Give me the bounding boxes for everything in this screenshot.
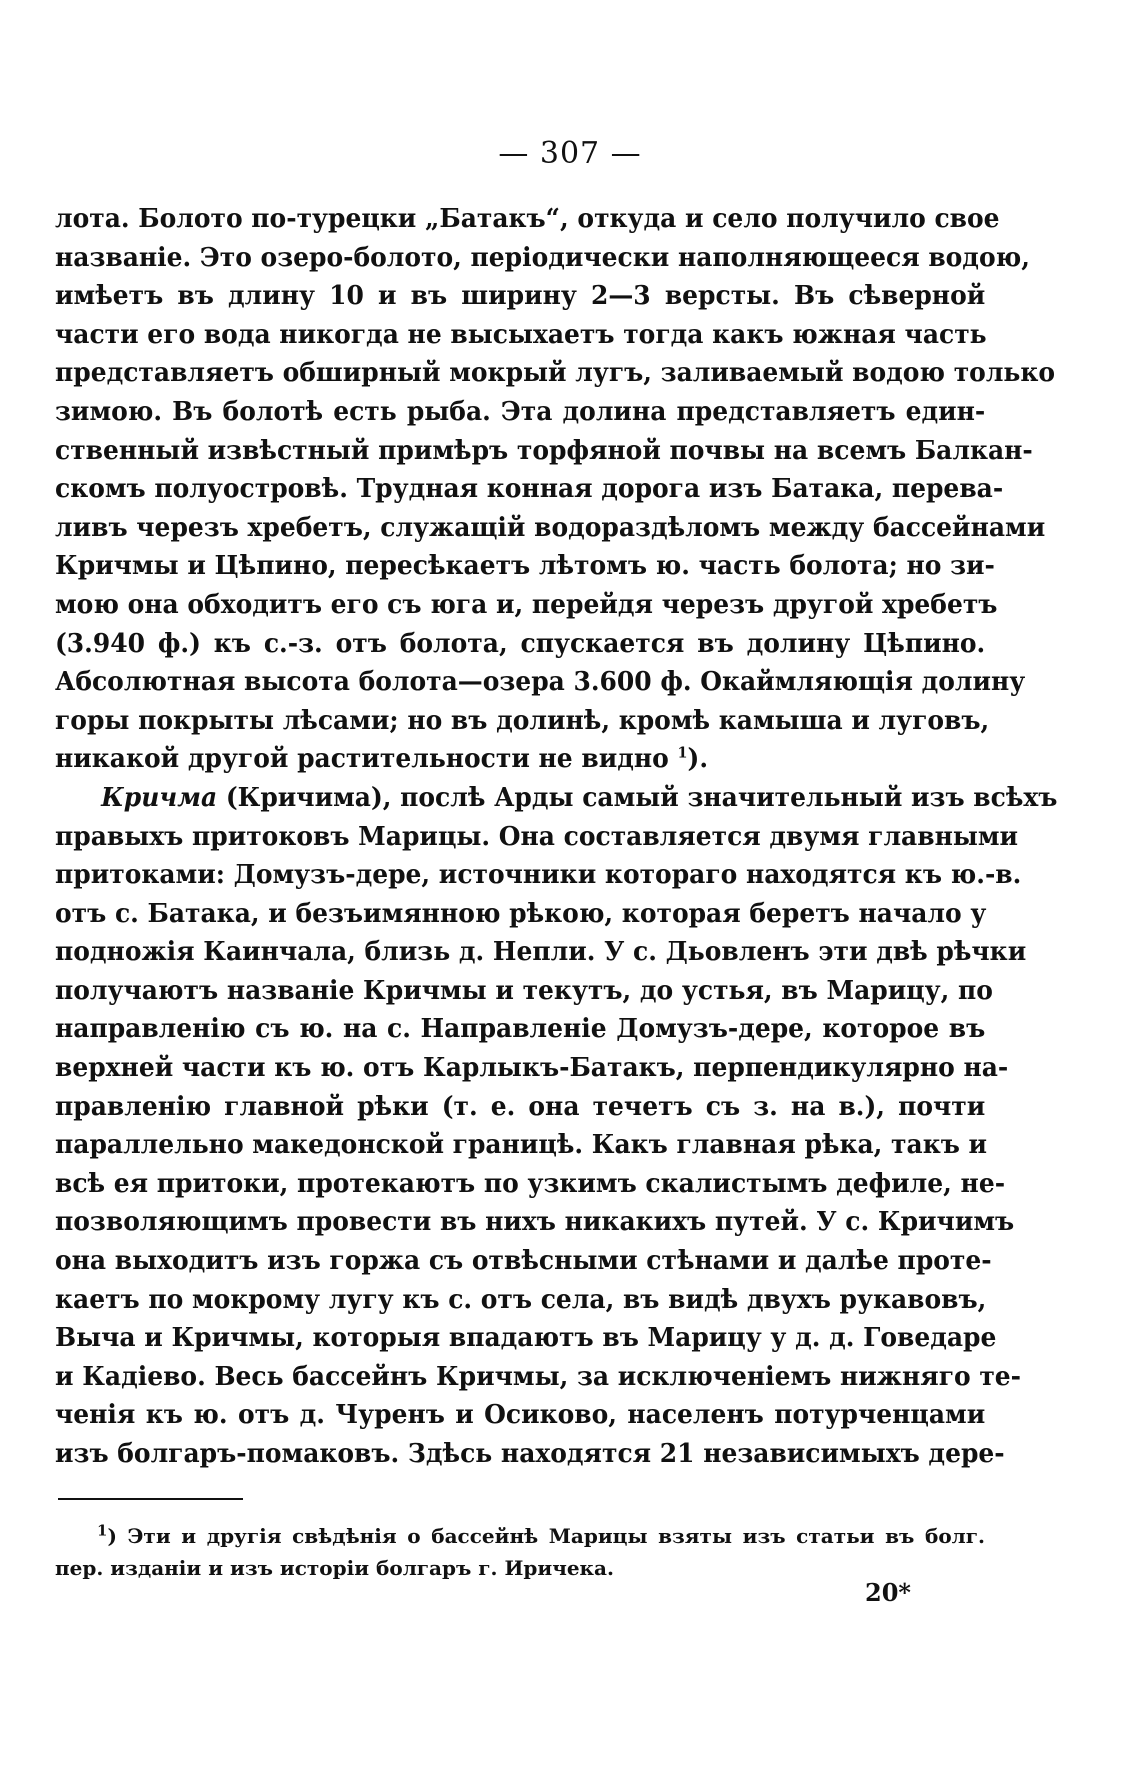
text-fragment: никакой другой растительности не видно: [55, 744, 678, 775]
text-line: она выходитъ изъ горжа съ отвѣсными стѣнами и далѣе проте-: [55, 1246, 992, 1277]
text-line: ливъ черезъ хребетъ, служащій водораздѣломъ между бассейнами: [55, 512, 1046, 543]
footnote-line: пер. изданіи и изъ исторіи болгаръ г. Иричека.: [55, 1556, 614, 1580]
river-name-italic: Кричма: [101, 782, 218, 813]
text-line: правыхъ притоковъ Марицы. Она составляется двумя главными: [55, 821, 1019, 852]
text-fragment: (Кричима), послѣ Арды самый значительный изъ всѣхъ: [217, 782, 1058, 813]
text-line: позволяющимъ провести въ нихъ никакихъ путей. У с. Кричимъ: [55, 1207, 1015, 1238]
text-line-last: [55, 740, 985, 779]
text-line: имѣетъ въ длину 10 и въ ширину 2—3 версты. Въ сѣверной: [55, 281, 986, 312]
text-line: изъ болгаръ-помаковъ. Здѣсь находятся 21 независимыхъ дере-: [55, 1439, 1005, 1469]
page-number: — 307 —: [498, 136, 642, 171]
text-line: ственный извѣстный примѣръ торфяной почвы на всемъ Балкан-: [55, 435, 1033, 466]
text-line: подножія Каинчала, близь д. Непли. У с. Дьовленъ эти двѣ рѣчки: [55, 937, 1027, 968]
footnote-marker: 1: [97, 1521, 108, 1540]
text-line: (3.940 ф.) къ с.-з. отъ болота, спускается въ долину Цѣпино.: [55, 628, 986, 659]
text-line: получаютъ названіе Кричмы и текутъ, до устья, въ Марицу, по: [55, 975, 993, 1006]
text-line: горы покрыты лѣсами; но въ долинѣ, кромѣ камыша и луговъ,: [55, 705, 990, 736]
text-line: Кричмы и Цѣпино, пересѣкаетъ лѣтомъ ю. часть болота; но зи-: [55, 551, 995, 582]
footnote-divider: [58, 1498, 243, 1500]
text-line: зимою. Въ болотѣ есть рыба. Эта долина представляетъ един-: [55, 396, 986, 427]
text-line: части его вода никогда не высыхаетъ тогда какъ южная часть: [55, 319, 987, 350]
text-line: каетъ по мокрому лугу къ с. отъ села, въ видѣ двухъ рукавовъ,: [55, 1284, 987, 1315]
text-line: отъ с. Батака, и безъимянною рѣкою, которая беретъ начало у: [55, 898, 987, 929]
footnote-reference: 1: [677, 743, 688, 762]
body-text: [55, 200, 1058, 1474]
text-line: притоками: Домузъ-дере, источники котораго находятся къ ю.-в.: [55, 860, 1022, 891]
text-line: параллельно македонской границѣ. Какъ главная рѣка, такъ и: [55, 1130, 988, 1161]
footnote: [55, 1520, 985, 1584]
text-line: правленію главной рѣки (т. е. она течетъ съ з. на в.), почти: [55, 1091, 986, 1122]
text-line: Выча и Кричмы, которыя впадаютъ въ Марицу у д. д. Говедаре: [55, 1323, 997, 1354]
text-line: мою она обходитъ его съ юга и, перейдя черезъ другой хребетъ: [55, 589, 998, 620]
text-line: и Кадіево. Весь бассейнъ Кричмы, за исключеніемъ нижняго те-: [55, 1361, 1022, 1392]
signature-mark: 20*: [865, 1578, 911, 1607]
footnote-line: [55, 1520, 985, 1552]
text-line: направленію съ ю. на с. Направленіе Домузъ-дере, которое въ: [55, 1014, 986, 1045]
text-line: всѣ ея притоки, протекаютъ по узкимъ скалистымъ дефиле, не-: [55, 1168, 1006, 1199]
text-line: скомъ полуостровѣ. Трудная конная дорога изъ Батака, перева-: [55, 474, 1004, 505]
text-line: верхней части къ ю. отъ Карлыкъ-Батакъ, перпендикулярно на-: [55, 1053, 1009, 1084]
text-fragment: ).: [687, 744, 709, 775]
text-line: ченія къ ю. отъ д. Чуренъ и Осиково, населенъ потурченцами: [55, 1400, 986, 1431]
text-line: Абсолютная высота болота—озера 3.600 ф. Окаймляющія долину: [55, 667, 1026, 698]
text-line-first: [55, 779, 1058, 818]
text-line: названіе. Это озеро-болото, періодически наполняющееся водою,: [55, 242, 1030, 273]
text-line: лота. Болото по-турецки „Батакъ“, откуда и село получило свое: [55, 204, 1000, 234]
text-line: представляетъ обширный мокрый лугъ, заливаемый водою только: [55, 358, 1056, 389]
footnote-text: ) Эти и другія свѣдѣнія о бассейнѣ Марицы взяты изъ статьи въ болг.: [107, 1524, 985, 1548]
